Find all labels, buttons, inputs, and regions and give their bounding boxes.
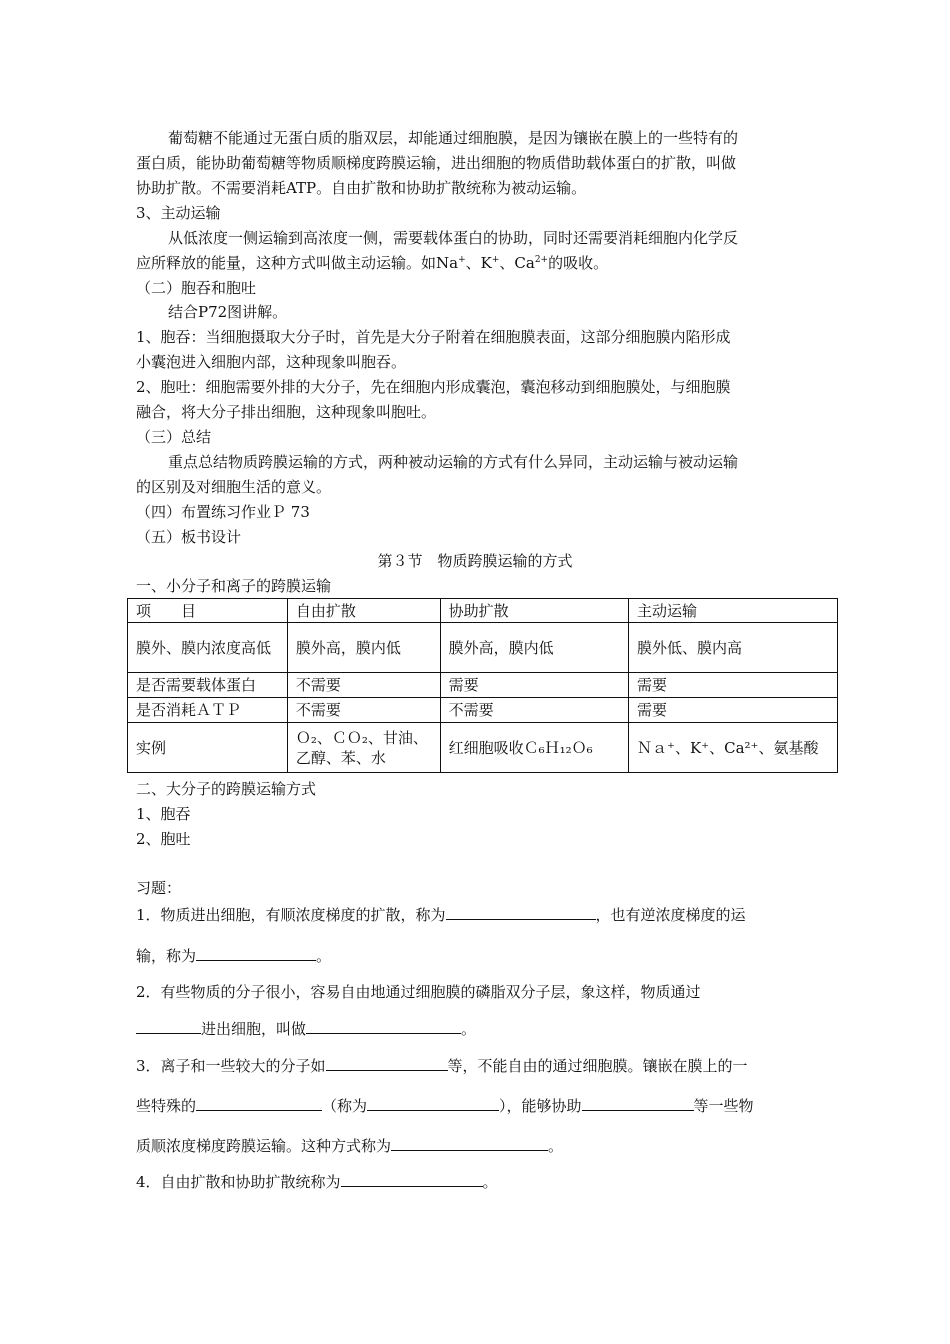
question-line: 进出细胞，叫做 。 [136,1018,476,1039]
table-cell: 需要 [629,673,838,698]
table-cell: 不需要 [440,698,628,723]
answer-blank[interactable] [341,1171,483,1187]
table-cell: 膜外低、膜内高 [629,623,838,673]
table-cell: 膜外高，膜内低 [440,623,628,673]
table-cell-example-facilitated: 红细胞吸收Ｃ₆Ｈ₁₂Ｏ₆ [440,723,628,773]
table-header-cell: 主动运输 [629,599,838,623]
table-cell: 实例 [128,723,288,773]
question-line: 3．离子和一些较大的分子如 等，不能自由的通过细胞膜。镶嵌在膜上的一 [136,1057,748,1075]
intro-paragraph-line: 葡萄糖不能通过无蛋白质的脂双层，却能通过细胞膜，是因为镶嵌在膜上的一些特有的 [168,129,739,147]
intro-paragraph-line: 协助扩散。不需要消耗ATP。自由扩散和协助扩散统称为被动运输。 [136,179,587,197]
answer-blank[interactable] [306,1018,461,1034]
question-line: 质顺浓度梯度跨膜运输。这种方式称为 。 [136,1137,564,1155]
answer-blank[interactable] [136,1018,201,1034]
table-header-cell: 协助扩散 [440,599,628,623]
board-item: 2、胞吐 [136,830,191,848]
answer-blank[interactable] [446,904,596,920]
table-cell: 膜外、膜内浓度高低 [128,623,288,673]
section-heading-5: （五）板书设计 [136,528,242,546]
heading-active-transport: 3、主动运输 [136,204,221,222]
question-line: 2．有些物质的分子很小，容易自由地通过细胞膜的磷脂双分子层，象这样，物质通过 [136,983,701,1001]
table-header-cell: 自由扩散 [287,599,440,623]
table-row [128,673,838,698]
table-row [128,698,838,723]
exocytosis-line: 融合，将大分子排出细胞，这种现象叫胞吐。 [136,403,437,421]
section-heading-3: （三）总结 [136,428,212,446]
answer-blank[interactable] [196,1095,322,1111]
board-title: 第３节 物质跨膜运输的方式 [377,552,573,570]
exocytosis-line: 2、胞吐：细胞需要外排的大分子，先在细胞内形成囊泡，囊泡移动到细胞膜处，与细胞膜 [136,378,731,396]
section-heading-2: （二）胞吞和胞吐 [136,279,257,297]
section-heading-4: （四）布置练习作业Ｐ 73 [136,503,310,521]
table-cell: 需要 [629,698,838,723]
table-cell: 需要 [440,673,628,698]
board-part1-heading: 一、小分子和离子的跨膜运输 [136,577,332,595]
table-cell: 不需要 [287,698,440,723]
question-line: 输，称为 。 [136,947,332,965]
board-part2-heading: 二、大分子的跨膜运输方式 [136,780,317,798]
endocytosis-line: 小囊泡进入细胞内部，这种现象叫胞吞。 [136,353,407,371]
table-cell: 是否消耗ＡＴＰ [128,698,288,723]
answer-blank[interactable] [196,945,316,961]
intro-paragraph-line: 蛋白质，能协助葡萄糖等物质顺梯度跨膜运输，进出细胞的物质借助载体蛋白的扩散，叫做 [136,154,737,172]
question-line: 些特殊的 （称为 ），能够协助 等一些物 [136,1097,754,1115]
question-line: 1．物质进出细胞，有顺浓度梯度的扩散，称为 ，也有逆浓度梯度的运 [136,906,746,924]
table-cell: 不需要 [287,673,440,698]
table-header-row [128,599,838,623]
transport-comparison-table [127,598,838,773]
figure-reference: 结合P72图讲解。 [168,303,288,321]
active-transport-line: 应所释放的能量，这种方式叫做主动运输。如Na+、K+、$Ca^{2+}$的吸收。 [136,254,609,272]
endocytosis-line: 1、胞吞：当细胞摄取大分子时，首先是大分子附着在细胞膜表面，这部分细胞膜内陷形成 [136,328,731,346]
table-cell: 是否需要载体蛋白 [128,673,288,698]
active-transport-line: 从低浓度一侧运输到高浓度一侧，需要载体蛋白的协助，同时还需要消耗细胞内化学反 [168,229,739,247]
table-row [128,723,838,773]
answer-blank[interactable] [367,1095,499,1111]
question-line: 4．自由扩散和协助扩散统称为 。 [136,1173,498,1191]
answer-blank[interactable] [326,1055,448,1071]
board-item: 1、胞吞 [136,805,191,823]
table-cell-example-active: Ｎａ⁺、K⁺、Ca²⁺、氨基酸 [629,723,838,773]
answer-blank[interactable] [582,1095,694,1111]
answer-blank[interactable] [391,1135,548,1151]
exercises-heading: 习题： [136,879,182,897]
table-row [128,623,838,673]
table-header-cell: 项 目 [128,599,288,623]
table-cell-example-free: Ｏ₂、ＣＯ₂、甘油、乙醇、苯、水 [287,723,440,773]
summary-line: 重点总结物质跨膜运输的方式，两种被动运输的方式有什么异同，主动运输与被动运输 [168,453,739,471]
summary-line: 的区别及对细胞生活的意义。 [136,478,332,496]
table-cell: 膜外高，膜内低 [287,623,440,673]
